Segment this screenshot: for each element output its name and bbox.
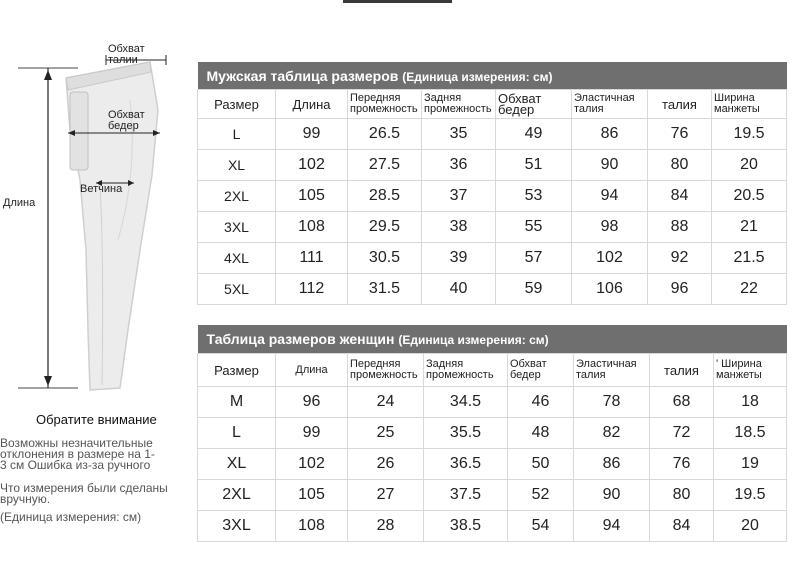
value-cell: 106 — [572, 274, 648, 305]
value-cell: 37 — [422, 181, 496, 212]
value-cell: 111 — [276, 243, 348, 274]
size-cell: XL — [198, 449, 276, 480]
length-label: Длина — [3, 197, 36, 209]
value-cell: 68 — [650, 387, 714, 418]
value-cell: 48 — [508, 418, 574, 449]
value-cell: 80 — [648, 150, 712, 181]
value-cell: 26.5 — [348, 119, 422, 150]
value-cell: 54 — [508, 511, 574, 542]
header-cell: Обхват бедер — [508, 354, 574, 387]
value-cell: 21 — [712, 212, 787, 243]
value-cell: 102 — [276, 449, 348, 480]
leggings-diagram — [0, 0, 200, 581]
value-cell: 19.5 — [714, 480, 787, 511]
note-line: 3 см Ошибка из-за ручного — [0, 458, 151, 472]
value-cell: 50 — [508, 449, 574, 480]
note-unit: (Единица измерения: см) — [0, 510, 142, 524]
header-cell: ' Ширина манжеты — [714, 354, 787, 387]
value-cell: 96 — [648, 274, 712, 305]
header-cell: Обхват бедер — [496, 90, 572, 119]
value-cell: 38 — [422, 212, 496, 243]
table-row — [198, 387, 787, 418]
value-cell: 22 — [712, 274, 787, 305]
note-title: Обратите внимание — [36, 412, 157, 427]
value-cell: 49 — [496, 119, 572, 150]
men-title-text: Мужская таблица размеров — [206, 67, 399, 84]
value-cell: 20 — [712, 150, 787, 181]
value-cell: 90 — [572, 150, 648, 181]
women-table-title-row — [198, 325, 787, 354]
value-cell: 76 — [648, 119, 712, 150]
table-row — [198, 181, 787, 212]
value-cell: 59 — [496, 274, 572, 305]
size-cell: 3XL — [198, 511, 276, 542]
value-cell: 98 — [572, 212, 648, 243]
top-bar — [343, 0, 452, 3]
value-cell: 18 — [714, 387, 787, 418]
size-cell: 2XL — [198, 480, 276, 511]
table-row — [198, 449, 787, 480]
men-unit-text: (Единица измерения: см) — [402, 69, 553, 84]
value-cell: 105 — [276, 480, 348, 511]
value-cell: 52 — [508, 480, 574, 511]
value-cell: 80 — [650, 480, 714, 511]
value-cell: 46 — [508, 387, 574, 418]
value-cell: 36.5 — [424, 449, 508, 480]
thigh-label: Ветчина — [80, 183, 123, 195]
value-cell: 84 — [650, 511, 714, 542]
men-header-row — [198, 90, 787, 119]
table-row — [198, 480, 787, 511]
value-cell: 40 — [422, 274, 496, 305]
value-cell: 35.5 — [424, 418, 508, 449]
value-cell: 88 — [648, 212, 712, 243]
women-title-text: Таблица размеров женщин — [206, 331, 395, 347]
table-row — [198, 274, 787, 305]
men-table-title-row — [198, 62, 787, 90]
value-cell: 53 — [496, 181, 572, 212]
value-cell: 76 — [650, 449, 714, 480]
value-cell: 39 — [422, 243, 496, 274]
value-cell: 38.5 — [424, 511, 508, 542]
women-size-table — [197, 325, 787, 542]
value-cell: 86 — [574, 449, 650, 480]
value-cell: 31.5 — [348, 274, 422, 305]
value-cell: 99 — [276, 119, 348, 150]
women-unit-text: (Единица измерения: см) — [398, 333, 549, 347]
table-row — [198, 243, 787, 274]
women-header-row — [198, 354, 787, 387]
value-cell: 108 — [276, 212, 348, 243]
value-cell: 102 — [572, 243, 648, 274]
header-cell: Размер — [198, 354, 276, 387]
value-cell: 94 — [572, 181, 648, 212]
size-cell: 2XL — [198, 181, 276, 212]
value-cell: 78 — [574, 387, 650, 418]
note-line: Что измерения были сделаны — [0, 481, 168, 495]
size-cell: L — [198, 418, 276, 449]
value-cell: 27.5 — [348, 150, 422, 181]
value-cell: 20.5 — [712, 181, 787, 212]
value-cell: 84 — [648, 181, 712, 212]
value-cell: 57 — [496, 243, 572, 274]
size-cell: 5XL — [198, 274, 276, 305]
value-cell: 18.5 — [714, 418, 787, 449]
value-cell: 21.5 — [712, 243, 787, 274]
value-cell: 90 — [574, 480, 650, 511]
note-line: отклонения в размере на 1- — [0, 447, 155, 461]
men-table-title — [198, 62, 787, 90]
header-cell: Эластичная талия — [572, 90, 648, 119]
men-size-table — [197, 62, 787, 305]
table-row — [198, 511, 787, 542]
value-cell: 37.5 — [424, 480, 508, 511]
women-table-title — [198, 325, 787, 354]
value-cell: 51 — [496, 150, 572, 181]
value-cell: 30.5 — [348, 243, 422, 274]
header-cell: Ширина манжеты — [712, 90, 787, 119]
header-cell: Размер — [198, 90, 276, 119]
value-cell: 112 — [276, 274, 348, 305]
value-cell: 55 — [496, 212, 572, 243]
value-cell: 108 — [276, 511, 348, 542]
header-cell: Задняя промежность — [422, 90, 496, 119]
size-cell: M — [198, 387, 276, 418]
value-cell: 34.5 — [424, 387, 508, 418]
value-cell: 99 — [276, 418, 348, 449]
header-cell: Эластичная талия — [574, 354, 650, 387]
value-cell: 28.5 — [348, 181, 422, 212]
note-line: вручную. — [0, 492, 51, 506]
value-cell: 94 — [574, 511, 650, 542]
waist-label: Обхват талии — [108, 43, 145, 66]
value-cell: 26 — [348, 449, 424, 480]
value-cell: 105 — [276, 181, 348, 212]
header-cell: Длина — [276, 354, 348, 387]
value-cell: 96 — [276, 387, 348, 418]
header-cell: Передняя промежность — [348, 354, 424, 387]
value-cell: 102 — [276, 150, 348, 181]
value-cell: 24 — [348, 387, 424, 418]
value-cell: 86 — [572, 119, 648, 150]
hip-label: Обхват бедер — [108, 109, 145, 132]
table-row — [198, 119, 787, 150]
table-row — [198, 418, 787, 449]
table-row — [198, 212, 787, 243]
value-cell: 19 — [714, 449, 787, 480]
size-cell: 4XL — [198, 243, 276, 274]
header-cell: Задняя промежность — [424, 354, 508, 387]
note-line: Возможны незначительные — [0, 436, 153, 450]
value-cell: 29.5 — [348, 212, 422, 243]
value-cell: 92 — [648, 243, 712, 274]
value-cell: 27 — [348, 480, 424, 511]
value-cell: 19.5 — [712, 119, 787, 150]
header-cell: Длина — [276, 90, 348, 119]
value-cell: 20 — [714, 511, 787, 542]
size-cell: L — [198, 119, 276, 150]
value-cell: 25 — [348, 418, 424, 449]
value-cell: 28 — [348, 511, 424, 542]
value-cell: 36 — [422, 150, 496, 181]
table-row — [198, 150, 787, 181]
value-cell: 82 — [574, 418, 650, 449]
header-cell: талия — [650, 354, 714, 387]
size-cell: XL — [198, 150, 276, 181]
header-cell: Передняя промежность — [348, 90, 422, 119]
size-cell: 3XL — [198, 212, 276, 243]
header-cell: талия — [648, 90, 712, 119]
value-cell: 35 — [422, 119, 496, 150]
value-cell: 72 — [650, 418, 714, 449]
